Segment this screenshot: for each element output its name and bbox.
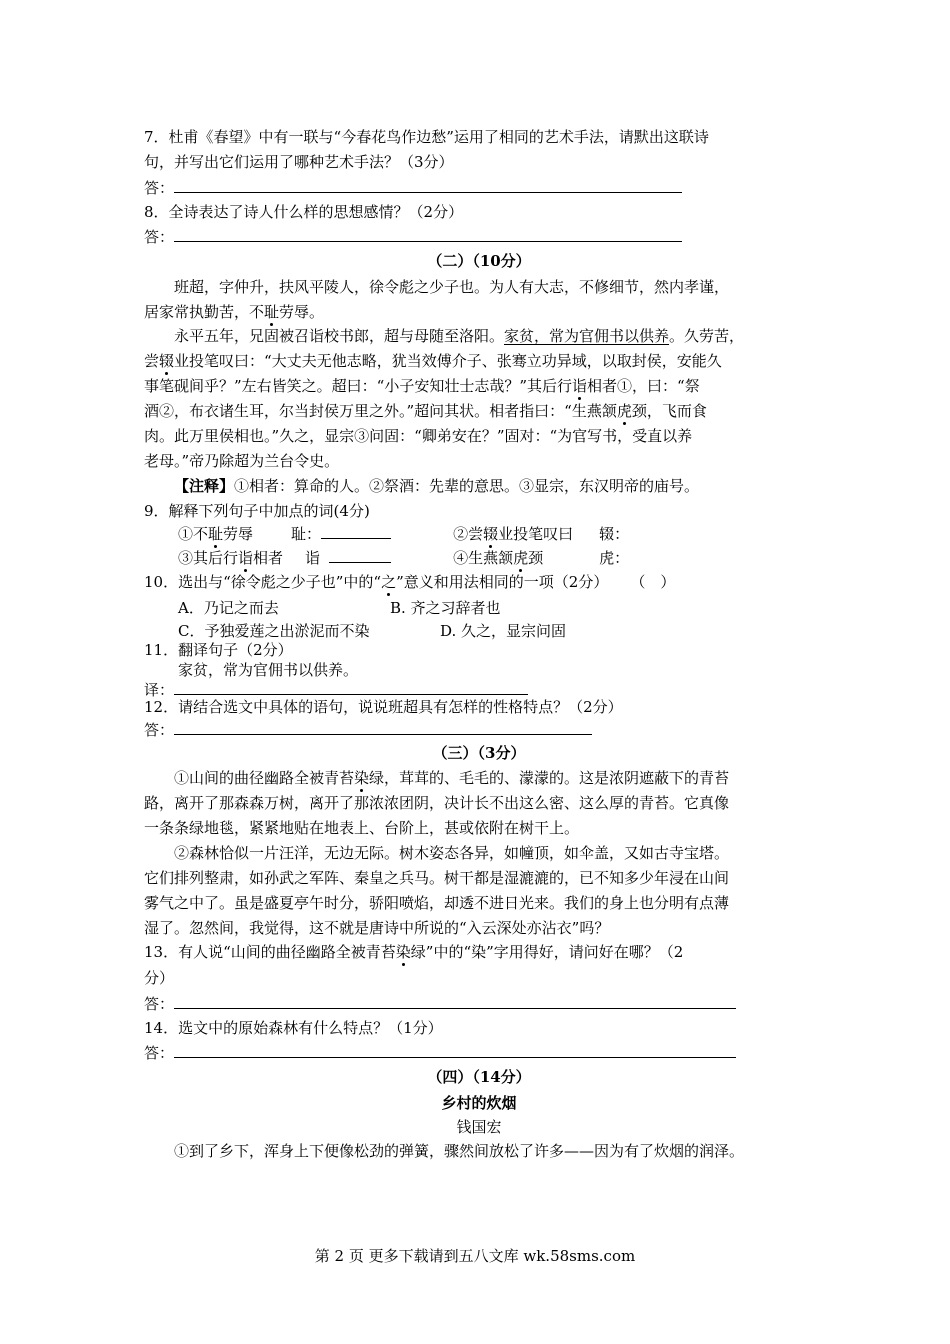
text: 13．有人说“山间的曲径幽路全被青苔 <box>144 943 396 961</box>
text: 相者 <box>253 549 284 567</box>
answer-line[interactable] <box>174 227 682 242</box>
passage-line: ②森林恰似一片汪洋，无边无际。树木姿态各异，如幢顶，如伞盖，又如古寺宝塔。 <box>174 844 730 862</box>
text: 相者①，曰：“祭 <box>587 377 700 395</box>
q13-answer <box>144 994 736 1014</box>
q14-text: 14．选文中的原始森林有什么特点？（1分） <box>144 1019 443 1037</box>
dotted-char: 耻 <box>264 303 280 321</box>
option-a[interactable]: A．乃记之而去 <box>178 599 279 617</box>
passage-line: 它们排列整肃，如孙武之军阵、秦皇之兵马。树干都是湿漉漉的，已不知多少年浸在山间 <box>144 869 730 887</box>
q10-text <box>144 572 675 592</box>
dotted-char: 辍 <box>483 525 499 543</box>
passage-line: 路，离开了那森森万树，离开了那浓浓团阴，决计长不出这么密、这么厚的青苔。它真像 <box>144 794 730 812</box>
text: ①山间的曲径幽路全被青苔 <box>174 769 355 787</box>
answer-line[interactable] <box>174 1043 736 1058</box>
dotted-char: 之 <box>381 573 397 591</box>
option-b[interactable]: B. 齐之习辞者也 <box>390 599 501 617</box>
item-label: 耻： <box>291 525 322 543</box>
q9-row2 <box>144 548 629 568</box>
answer-line[interactable] <box>174 178 682 193</box>
option-c[interactable]: C．予独爱莲之出淤泥而不染 <box>178 622 370 640</box>
q7-line1: 7．杜甫《春望》中有一联与“今春花鸟作边愁”运用了相同的艺术手法，请默出这联诗 <box>144 128 709 146</box>
annotation <box>174 476 699 496</box>
text: 10．选出与“徐令彪之少子也”中的“ <box>144 573 382 591</box>
passage-line <box>174 768 729 788</box>
text: ④生燕颔 <box>453 549 514 567</box>
dotted-char: 染 <box>395 943 411 961</box>
dotted-char: 虎 <box>513 549 529 567</box>
passage-line: 班超，字仲升，扶风平陵人，徐令彪之少子也。为人有大志，不修细节，然内孝谨， <box>174 278 730 296</box>
q8-text: 8．全诗表达了诗人什么样的思想感情？（2分） <box>144 203 464 221</box>
annotation-text: ①相者：算命的人。②祭酒：先辈的意思。③显宗，东汉明帝的庙号。 <box>234 477 700 495</box>
answer-bracket[interactable]: （ ） <box>630 573 676 591</box>
text: ”意义和用法相同的一项（2分） <box>396 573 609 591</box>
text: 永平五年，兄固被召诣校书郎，超与母随至洛阳。 <box>174 327 505 345</box>
answer-line[interactable] <box>174 994 736 1009</box>
section-heading: （二）（10分） <box>427 252 531 270</box>
text: 酒②，布衣诸生耳，尔当封侯万里之外。”超问其状。相者指曰：“生燕颔 <box>144 402 617 420</box>
text: ③其后行 <box>178 549 239 567</box>
dotted-char: 虎 <box>616 402 632 420</box>
q11-text: 11．翻译句子（2分） <box>144 641 293 659</box>
dotted-char: 染 <box>354 769 370 787</box>
text: 业投笔叹曰：“大丈夫无他志略，犹当效傅介子、张骞立功异域，以取封侯，安能久 <box>174 352 722 370</box>
passage-line <box>144 401 707 421</box>
article-title: 乡村的炊烟 <box>441 1094 517 1112</box>
answer-line[interactable] <box>174 680 528 695</box>
answer-label: 答： <box>144 721 175 739</box>
q7-line2: 句，并写出它们运用了哪种艺术手法？（3分） <box>144 153 454 171</box>
text: 业投笔叹曰 <box>498 525 574 543</box>
passage-line: 老母。”帝乃除超为兰台令史。 <box>144 452 340 470</box>
item-label: 诣 <box>305 549 321 567</box>
answer-label: 译： <box>144 681 175 699</box>
item-label: 辍： <box>599 525 630 543</box>
item-label: 虎： <box>599 549 630 567</box>
dotted-char: 辍 <box>159 352 175 370</box>
text: 。久劳苦， <box>669 327 745 345</box>
section-heading: （四）（14分） <box>427 1068 531 1086</box>
answer-label: 答： <box>144 228 175 246</box>
q9-text: 9．解释下列句子中加点的词(4分) <box>144 502 370 520</box>
text: 尝 <box>144 352 160 370</box>
article-author: 钱国宏 <box>456 1118 502 1136</box>
answer-line[interactable] <box>174 720 592 735</box>
passage-line: 湿了。忽然间，我觉得，这不就是唐诗中所说的“入云深处亦沾衣”吗？ <box>144 919 610 937</box>
text: 绿，茸茸的、毛毛的、濛濛的。这是浓阴遮蔽下的青苔 <box>369 769 730 787</box>
passage-line: ①到了乡下，浑身上下便像松劲的弹簧，骤然间放松了许多——因为有了炊烟的润泽。 <box>174 1142 745 1160</box>
answer-label: 答： <box>144 995 175 1013</box>
passage-line: 雾气之中了。虽是盛夏亭午时分，骄阳喷焰，却透不进日光来。我们的身上也分明有点薄 <box>144 894 730 912</box>
text: ②尝 <box>453 525 484 543</box>
text: ①不 <box>178 525 209 543</box>
passage-line: 一条条绿地毯，紧紧地贴在地表上、台阶上，甚或依附在树干上。 <box>144 819 580 837</box>
dotted-char: 诣 <box>238 549 254 567</box>
passage-line: 肉。此万里侯相也。”久之，显宗③问固：“卿弟安在？”固对：“为官写书，受直以养 <box>144 427 693 445</box>
passage-line <box>144 376 700 396</box>
answer-label: 答： <box>144 1044 175 1062</box>
q9-row1 <box>144 524 629 544</box>
q11-sentence <box>144 660 358 680</box>
section-heading: （三）（3分） <box>432 744 526 762</box>
page-footer: 第 2 页 更多下载请到五八文库 wk.58sms.com <box>314 1247 636 1265</box>
q13-line2: 分） <box>144 969 175 987</box>
dotted-char: 耻 <box>208 525 224 543</box>
text: 居家常执勤苦，不 <box>144 303 265 321</box>
annotation-label: 【注释】 <box>174 477 235 495</box>
answer-line[interactable] <box>329 548 391 563</box>
passage-line <box>174 326 744 346</box>
text: 颈 <box>528 549 544 567</box>
underlined-sentence: 家贫，常为官佣书以供养 <box>504 327 670 345</box>
q12-answer <box>144 720 592 740</box>
text: 劳辱。 <box>279 303 325 321</box>
q12-text: 12．请结合选文中具体的语句，说说班超具有怎样的性格特点？（2分） <box>144 698 623 716</box>
text: 劳辱 <box>223 525 254 543</box>
passage-line <box>144 351 722 371</box>
passage-line <box>144 302 324 322</box>
text: 颈，飞而食 <box>631 402 707 420</box>
text: 事笔砚间乎？”左右皆笑之。超曰：“小子安知壮士志哉？”其后行 <box>144 377 573 395</box>
answer-line[interactable] <box>321 524 391 539</box>
text: 绿”中的“染”字用得好，请问好在哪？（2 <box>410 943 684 961</box>
q14-answer <box>144 1043 736 1063</box>
dotted-char: 诣 <box>572 377 588 395</box>
q13-line1 <box>144 942 683 962</box>
answer-label: 答： <box>144 179 175 197</box>
sentence: 家贫，常为官佣书以供养。 <box>178 661 359 679</box>
q10-options-row1 <box>144 598 501 618</box>
q10-options-row2 <box>144 621 566 641</box>
q7-answer <box>144 178 682 198</box>
q8-answer <box>144 227 682 247</box>
option-d[interactable]: D. 久之，显宗问固 <box>440 622 567 640</box>
